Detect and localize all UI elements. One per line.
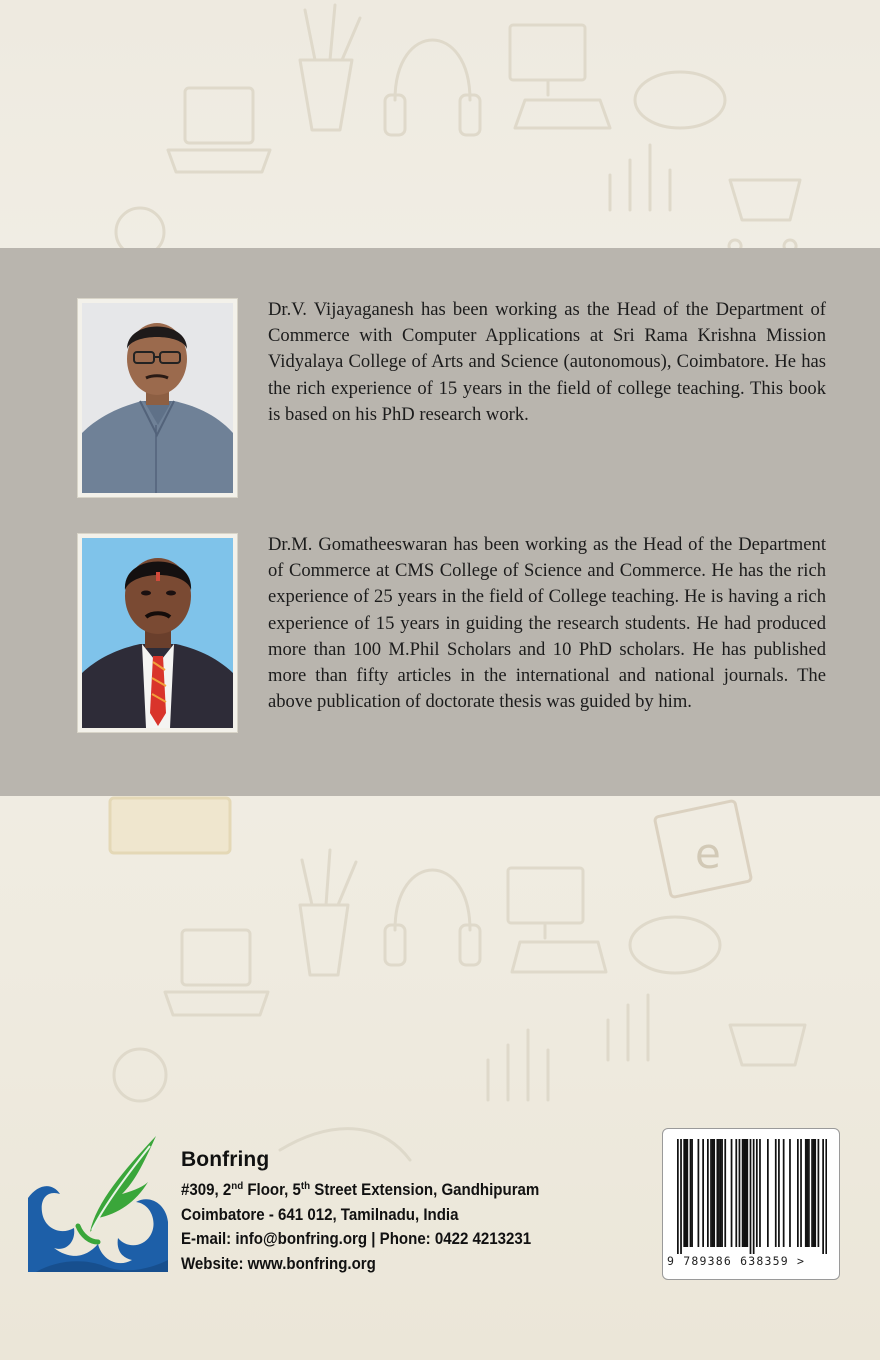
barcode-bar bbox=[767, 1139, 769, 1247]
svg-text:e: e bbox=[695, 829, 721, 878]
author-photo-gomatheeswaran bbox=[78, 534, 237, 732]
barcode-bars bbox=[677, 1139, 827, 1254]
barcode-bar bbox=[797, 1139, 799, 1247]
computer-icon bbox=[508, 868, 606, 972]
quill-icon bbox=[78, 1136, 156, 1242]
barcode-bar bbox=[686, 1139, 688, 1247]
barcode-bar bbox=[750, 1139, 752, 1254]
barcode-bar bbox=[813, 1139, 815, 1247]
barcode-bar bbox=[789, 1139, 791, 1247]
author-photo-vijayaganesh bbox=[78, 299, 237, 497]
barcode-bar bbox=[685, 1139, 687, 1247]
shopping-cart-icon bbox=[729, 180, 800, 252]
barcode-bar bbox=[716, 1139, 718, 1247]
laptop-icon bbox=[168, 88, 270, 172]
barcode-bar bbox=[677, 1139, 679, 1254]
pencil-cup-icon bbox=[300, 850, 356, 975]
barcode-bar bbox=[735, 1139, 737, 1247]
barcode-bar bbox=[805, 1139, 807, 1247]
address-text: Street Extension, Gandhipuram bbox=[310, 1181, 540, 1199]
address-text: #309, 2 bbox=[181, 1181, 232, 1199]
isbn-number: 9 789386 638359 > bbox=[667, 1254, 806, 1268]
barcode-bar bbox=[778, 1139, 780, 1247]
publisher-address bbox=[181, 1178, 618, 1203]
barcode-bar bbox=[712, 1139, 714, 1247]
barcode-bar bbox=[731, 1139, 733, 1247]
bar-chart-icon bbox=[610, 145, 670, 210]
barcode-bar bbox=[745, 1139, 747, 1247]
address-text: Floor, 5 bbox=[243, 1181, 301, 1199]
pencil-cup-icon bbox=[300, 5, 360, 130]
barcode-bar bbox=[721, 1139, 723, 1247]
barcode-bar bbox=[806, 1139, 808, 1247]
publisher-name: Bonfring bbox=[181, 1148, 270, 1171]
barcode-bar bbox=[818, 1139, 820, 1247]
headphones-icon bbox=[385, 40, 480, 135]
barcode-bar bbox=[775, 1139, 777, 1247]
bar-chart-icon bbox=[488, 995, 648, 1100]
barcode-bar bbox=[691, 1139, 693, 1247]
address-ordinal: th bbox=[300, 1180, 311, 1192]
author-bio-gomatheeswaran: Dr.M. Gomatheeswaran has been working as the Head of the Department of Commerce at CMS College of Science and Commerce. He has the rich experience of 25 years in the field of College teaching. He is having a rich experience of 15 years in guiding the research students. He had produced more than 100 M.Phil Scholars and 10 PhD scholars. He has published more than fifty articles in the international and national journals. The above publication of doctorate thesis was guided by him. bbox=[268, 534, 826, 713]
barcode-bar bbox=[707, 1139, 709, 1247]
barcode-bar bbox=[811, 1139, 813, 1247]
publisher-info bbox=[181, 1148, 651, 1276]
publisher-city: Coimbatore - 641 012, Tamilnadu, India bbox=[181, 1205, 459, 1224]
barcode-bar bbox=[720, 1139, 722, 1247]
barcode-bar bbox=[756, 1139, 758, 1247]
barcode-bar bbox=[724, 1139, 726, 1247]
bonfring-logo bbox=[26, 1132, 170, 1276]
barcode-bar bbox=[753, 1139, 755, 1254]
address-ordinal: nd bbox=[231, 1180, 244, 1192]
barcode-bar bbox=[759, 1139, 761, 1247]
laptop-icon bbox=[165, 930, 268, 1015]
barcode-bar bbox=[680, 1139, 682, 1254]
computer-icon bbox=[510, 25, 610, 128]
barcode-bar bbox=[739, 1139, 741, 1247]
barcode-bar bbox=[742, 1139, 744, 1247]
barcode-bar bbox=[683, 1139, 685, 1247]
barcode-bar bbox=[710, 1139, 712, 1247]
barcode-bar bbox=[822, 1139, 824, 1254]
barcode-bar bbox=[698, 1139, 700, 1247]
mouse-icon bbox=[635, 72, 725, 128]
letter-e-card-icon bbox=[654, 800, 751, 897]
barcode-bar bbox=[713, 1139, 715, 1247]
barcode-bar bbox=[783, 1139, 785, 1247]
barcode-bar bbox=[718, 1139, 720, 1247]
publisher-website: Website: www.bonfring.org bbox=[181, 1254, 376, 1273]
isbn-barcode bbox=[662, 1128, 840, 1280]
barcode-bar bbox=[825, 1139, 827, 1254]
barcode-bar bbox=[808, 1139, 810, 1247]
shopping-cart-icon bbox=[730, 1025, 805, 1065]
barcode-bar bbox=[690, 1139, 692, 1247]
publisher-contact: E-mail: info@bonfring.org | Phone: 0422 4213231 bbox=[181, 1230, 532, 1248]
alarm-clock-icon bbox=[114, 1049, 166, 1101]
headphones-icon bbox=[385, 870, 480, 965]
barcode-bar bbox=[702, 1139, 704, 1247]
barcode-bar bbox=[746, 1139, 748, 1247]
barcode-bar bbox=[800, 1139, 802, 1247]
barcode-bar bbox=[814, 1139, 816, 1247]
author-bio-vijayaganesh: Dr.V. Vijayaganesh has been working as the Head of the Department of Commerce with Computer Applications at Sri Rama Krishna Mission Vidyalaya College of Arts and Science (autonomous), Coimbatore. He has the rich experience of 15 years in the field of college teaching. This book is based on his PhD research work. bbox=[268, 299, 826, 425]
mouse-icon bbox=[630, 917, 720, 973]
barcode-bar bbox=[743, 1139, 745, 1247]
